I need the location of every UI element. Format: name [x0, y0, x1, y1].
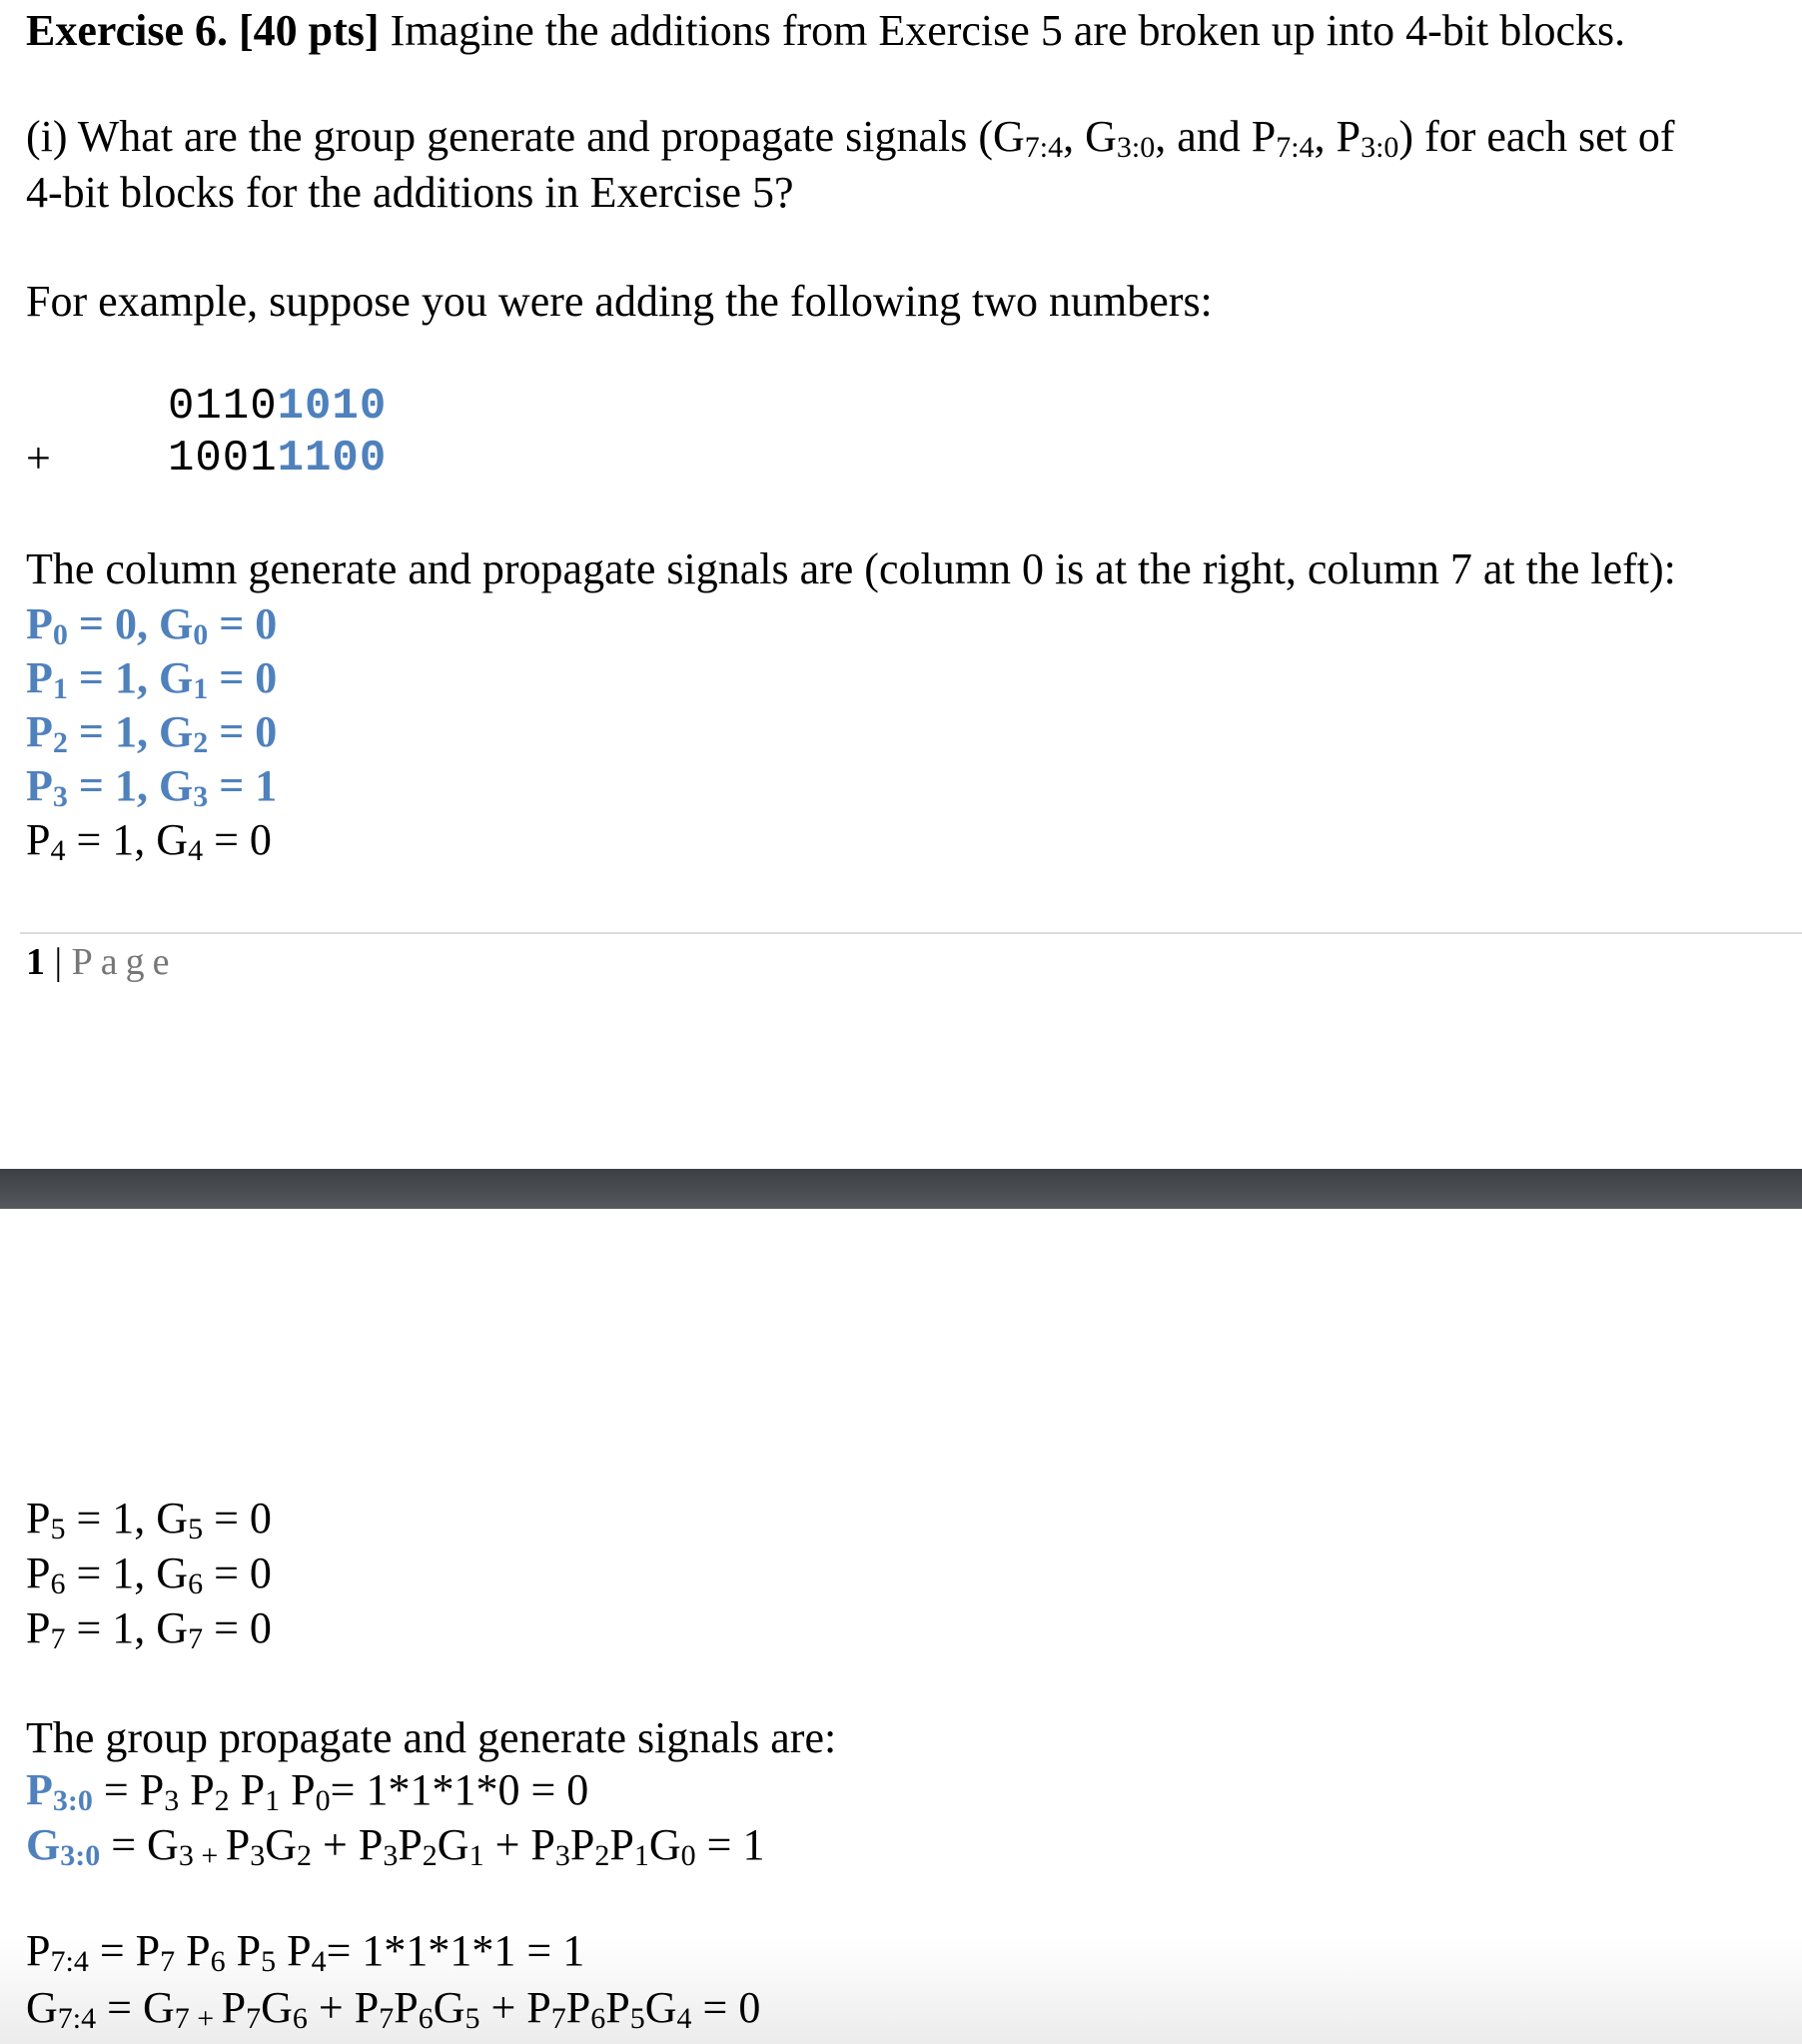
exercise-heading-bold: Exercise 6. [40 pts]	[26, 6, 380, 55]
text-run: P	[26, 1494, 51, 1542]
subscript: 4	[676, 2002, 692, 2035]
subscript: 2	[52, 726, 68, 759]
text-run: G	[261, 1983, 293, 2032]
column-signal-line	[26, 1546, 272, 1600]
text-run: = 0	[203, 1548, 272, 1597]
highlighted-symbol: G	[26, 1820, 61, 1869]
text-run: + P	[307, 1983, 380, 2032]
group-signal-equation	[26, 1924, 584, 1978]
page-label: Page	[71, 941, 178, 983]
text-run: + P	[483, 1820, 555, 1869]
subscript: 5	[50, 1513, 66, 1545]
subscript: 5	[188, 1513, 204, 1545]
highlighted-symbol: P	[26, 1765, 53, 1814]
column-signal-line	[26, 1601, 272, 1655]
text-run: = 0	[203, 815, 272, 864]
text-run: = 0	[203, 1494, 272, 1542]
text-run: = 0	[203, 1603, 272, 1652]
subscript: 7	[379, 2002, 395, 2035]
text-run: P	[26, 1548, 51, 1597]
operand-b-low-bits: 1100	[277, 434, 388, 484]
group-signal-equation	[26, 1981, 760, 2035]
subscript: 3	[383, 1839, 399, 1872]
subscript: 3:0	[1116, 131, 1156, 164]
subscript: 4	[50, 834, 66, 867]
text-run: = 0	[208, 599, 278, 648]
text-run: = P	[88, 1926, 161, 1975]
page-number: 1	[26, 941, 45, 983]
text-run: P	[179, 1765, 215, 1814]
subscript: 3	[52, 780, 68, 813]
exercise-heading	[26, 4, 1625, 58]
column-signal-line	[26, 759, 277, 813]
footer-separator: |	[45, 941, 72, 983]
subscript: 6	[188, 1567, 204, 1600]
subscript: 4	[188, 834, 204, 867]
text-run: = 1, G	[67, 707, 194, 756]
text-run: P	[605, 1983, 630, 2032]
text-run: P	[276, 1926, 312, 1975]
text-run: P	[225, 1820, 251, 1869]
subscript: 6	[210, 1945, 226, 1978]
text-run: (i) What are the group generate and propagate signals (G	[26, 112, 1025, 161]
text-run: G	[644, 1983, 677, 2032]
subscript: 2	[594, 1839, 610, 1872]
text-run: = 0	[208, 707, 278, 756]
question-line-2: 4-bit blocks for the additions in Exercise 5?	[26, 168, 794, 217]
subscript: 0	[680, 1839, 696, 1872]
text-run: P	[175, 1926, 211, 1975]
highlighted-subscript: 3:0	[60, 1839, 101, 1872]
question-line-1	[26, 110, 1675, 164]
text-run: = G	[100, 1820, 179, 1869]
text-run: = P	[92, 1765, 165, 1814]
subscript: 3	[250, 1839, 266, 1872]
text-run: P	[569, 1820, 595, 1869]
subscript: 7	[50, 1622, 66, 1655]
subscript: 1	[468, 1839, 484, 1872]
text-run: = 0, G	[67, 599, 194, 648]
subscript: 7:4	[1024, 131, 1064, 164]
subscript: 3	[554, 1839, 570, 1872]
column-intro: The column generate and propagate signals are (column 0 is at the right, column 7 at the left):	[26, 544, 1676, 593]
operand-b	[168, 432, 387, 486]
text-run: P	[26, 1926, 51, 1975]
text-run: G	[437, 1820, 469, 1869]
column-signal-line	[26, 705, 277, 759]
operand-a	[168, 380, 387, 434]
subscript: 6	[50, 1567, 66, 1600]
text-run: + P	[312, 1820, 384, 1869]
operand-a-low-bits: 1010	[277, 382, 388, 432]
subscript: 6	[418, 2002, 434, 2035]
column-signal-line	[26, 813, 272, 867]
text-run: = 0	[208, 653, 278, 702]
text-run: = 1, G	[65, 1548, 189, 1597]
subscript: 2	[193, 726, 209, 759]
text-run: P	[26, 1603, 51, 1652]
text-run: P	[26, 707, 53, 756]
subscript: 0	[52, 618, 68, 651]
text-run: G	[433, 1983, 465, 2032]
subscript: 0	[193, 618, 209, 651]
operand-b-high-bits: 1001	[168, 434, 278, 484]
subscript: 1	[193, 672, 209, 705]
column-signal-line	[26, 1492, 272, 1545]
text-run: = 1, G	[65, 1494, 189, 1542]
example-intro: For example, suppose you were adding the following two numbers:	[26, 277, 1213, 326]
subscript: 7	[246, 2002, 262, 2035]
subscript: 2	[214, 1784, 230, 1817]
text-run: = 1, G	[67, 761, 194, 810]
text-run: G	[26, 1983, 58, 2032]
text-run: G	[648, 1820, 681, 1869]
text-run: P	[26, 761, 53, 810]
subscript: 7	[188, 1622, 204, 1655]
column-signal-line	[26, 597, 277, 651]
text-run: P	[609, 1820, 634, 1869]
highlighted-subscript: 3:0	[52, 1784, 93, 1817]
group-intro: The group propagate and generate signals are:	[26, 1713, 837, 1762]
text-run: P	[280, 1765, 316, 1814]
text-run: P	[229, 1765, 266, 1814]
text-run: G	[265, 1820, 298, 1869]
group-signal-equation	[26, 1763, 588, 1817]
text-run: P	[398, 1820, 423, 1869]
text-run: , P	[1314, 112, 1361, 161]
subscript: 2	[297, 1839, 313, 1872]
text-run: P	[221, 1983, 247, 2032]
subscript: 7 +	[174, 2002, 222, 2035]
text-run: P	[225, 1926, 262, 1975]
subscript: 5	[261, 1945, 277, 1978]
subscript: 6	[590, 2002, 606, 2035]
subscript: 0	[315, 1784, 331, 1817]
subscript: 7	[160, 1945, 176, 1978]
subscript: 1	[265, 1784, 281, 1817]
text-run: = G	[96, 1983, 175, 2032]
text-run: , and P	[1155, 112, 1277, 161]
subscript: 3	[164, 1784, 180, 1817]
text-run: P	[26, 653, 53, 702]
subscript: 3:0	[1360, 131, 1399, 164]
page-footer	[26, 939, 177, 985]
text-run: + P	[479, 1983, 551, 2032]
group-signal-equation	[26, 1818, 764, 1872]
subscript: 7	[550, 2002, 566, 2035]
subscript: 1	[52, 672, 68, 705]
subscript: 6	[292, 2002, 308, 2035]
text-run: ) for each set of	[1398, 112, 1675, 161]
subscript: 4	[311, 1945, 327, 1978]
text-run: = 1	[208, 761, 278, 810]
exercise-heading-text: Imagine the additions from Exercise 5 are broken up into 4-bit blocks.	[379, 6, 1626, 55]
footer-divider	[20, 932, 1802, 934]
subscript: 3	[193, 780, 209, 813]
subscript: 3 +	[178, 1839, 226, 1872]
subscript: 5	[629, 2002, 645, 2035]
subscript: 7:4	[1276, 131, 1315, 164]
text-run: = 0	[691, 1983, 761, 2032]
text-run: = 1, G	[65, 815, 189, 864]
operand-a-high-bits: 0110	[168, 382, 278, 432]
subscript: 1	[633, 1839, 649, 1872]
text-run: = 1	[695, 1820, 765, 1869]
plus-sign: +	[26, 434, 51, 483]
subscript: 7:4	[57, 2002, 97, 2035]
column-signal-line	[26, 651, 277, 705]
subscript: 5	[464, 2002, 480, 2035]
text-run: P	[26, 599, 53, 648]
text-run: = 1, G	[65, 1603, 189, 1652]
text-run: P	[26, 815, 51, 864]
text-run: , G	[1063, 112, 1117, 161]
text-run: = 1*1*1*1 = 1	[326, 1926, 585, 1975]
subscript: 2	[422, 1839, 438, 1872]
subscript: 7:4	[50, 1945, 89, 1978]
text-run: = 1*1*1*0 = 0	[330, 1765, 589, 1814]
text-run: = 1, G	[67, 653, 194, 702]
page-gap	[0, 1169, 1802, 1209]
text-run: P	[565, 1983, 591, 2032]
text-run: P	[394, 1983, 419, 2032]
